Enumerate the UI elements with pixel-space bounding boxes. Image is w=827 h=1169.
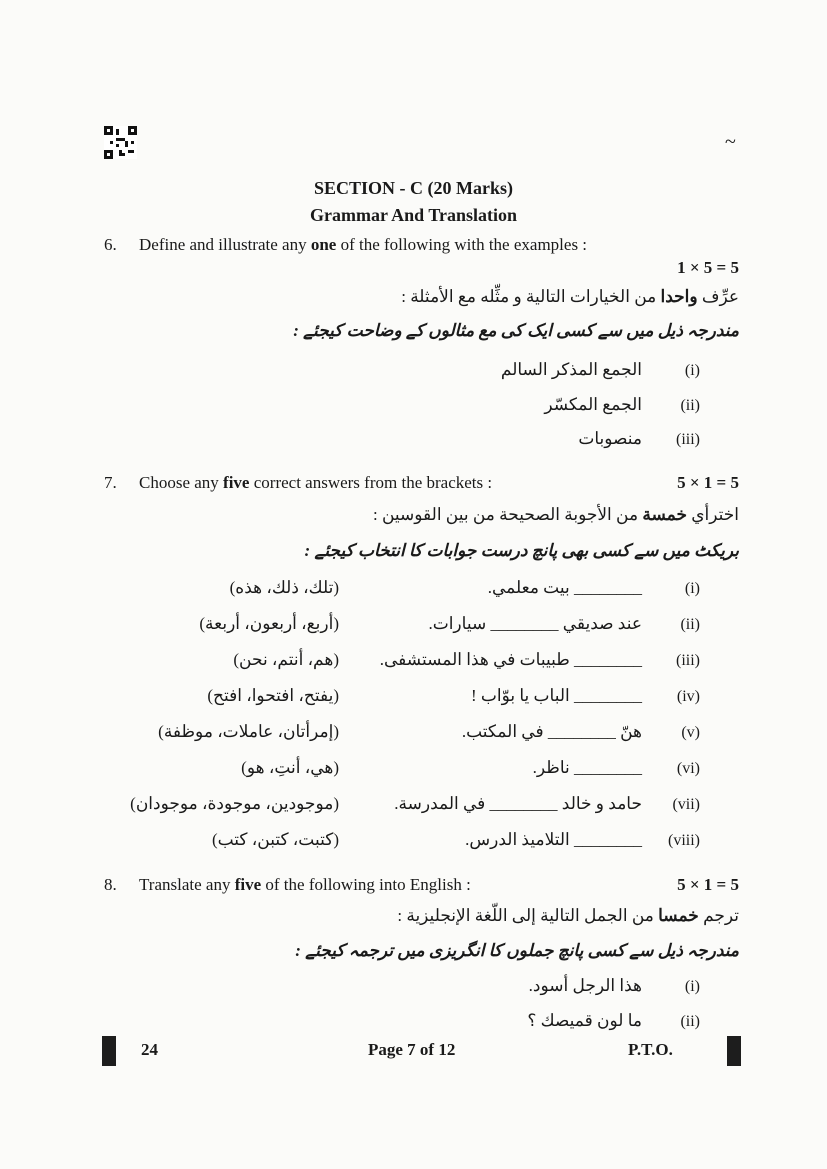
q7-marks: 5 × 1 = 5 [677,473,739,492]
q7-item-options: (هم، أنتم، نحن) [233,650,339,669]
q6-item-number: (iii) [676,431,700,448]
footer-page-number: Page 7 of 12 [368,1040,456,1059]
q8-text: Translate any five of the following into English : [139,875,471,894]
q6-arabic-instruction: عرِّف واحدا من الخيارات التالية و مثِّله مع الأمثلة : [401,287,739,306]
q7-item-text: عند صديقي ________ سيارات. [428,614,642,633]
q6-text: Define and illustrate any one of the following with the examples : [139,235,588,254]
q7-urdu-instruction: بریکٹ میں سے کسی بھی پانچ درست جوابات کا انتخاب کیجئے : [304,541,739,560]
q7-item-number: (v) [681,724,700,741]
footer-pto: P.T.O. [628,1040,673,1059]
q6-item-number: (ii) [680,397,700,414]
q8-item-text: ما لون قميصك ؟ [527,1011,642,1030]
q7-item-text: ________ الباب يا بوّاب ! [470,686,642,705]
q8-urdu-instruction: مندرجہ ذیل سے کسی پانچ جملوں کا انگریزی میں ترجمہ کیجئے : [295,941,739,960]
q7-item-number: (viii) [668,832,700,849]
q8-item-text: هذا الرجل أسود. [528,976,642,995]
footer-right-marker [727,1036,741,1066]
footer-left-marker [102,1036,116,1066]
q7-item-number: (i) [684,580,700,597]
q6-item-text: منصوبات [578,429,642,448]
q8-arabic-instruction: ترجم خمسا من الجمل التالية إلى اللّغة الإنجليزية : [397,906,739,925]
q8-item-number: (i) [684,978,700,995]
footer-code: 24 [141,1040,158,1059]
q6-number: 6. [104,235,117,254]
q6-item-number: (i) [684,362,700,379]
q7-item-number: (iii) [676,652,700,669]
q7-item-options: (إمرأتان، عاملات، موظفة) [158,722,339,741]
section-title: SECTION - C (20 Marks) [313,178,513,198]
q7-item-text: ________ التلاميذ الدرس. [465,830,642,849]
q7-item-text: ________ بيت معلمي. [487,578,642,597]
q7-item-options: (هي، أنتِ، هو) [241,758,339,777]
q6-item-text: الجمع المذكر السالم [500,360,642,379]
q7-item-text: حامد و خالد ________ في المدرسة. [394,794,642,813]
q7-number: 7. [104,473,117,492]
q7-item-options: (كتبت، كتبن، كتب) [211,830,339,849]
q6-marks: 1 × 5 = 5 [677,258,739,277]
q7-item-text: هنّ ________ في المكتب. [461,722,642,741]
q7-item-text: ________ ناظر. [532,758,642,777]
q6-urdu-instruction: مندرجہ ذیل میں سے کسی ایک کی مع مثالوں کے وضاحت کیجئے : [293,321,739,340]
qr-code-icon [104,126,137,159]
q8-item-number: (ii) [680,1013,700,1030]
q7-item-number: (vii) [672,796,700,813]
q7-item-options: (يفتح، افتحوا، افتح) [207,686,339,705]
q7-arabic-instruction: اخترأي خمسة من الأجوبة الصحيحة من بين القوسين : [372,505,739,524]
q7-item-text: ________ طبيبات في هذا المستشفى. [379,650,642,669]
q7-item-options: (موجودين، موجودة، موجودان) [130,794,339,813]
q8-marks: 5 × 1 = 5 [677,875,739,894]
q8-number: 8. [104,875,117,894]
q7-item-options: (تلك، ذلك، هذه) [229,578,339,597]
q7-text: Choose any five correct answers from the brackets : [139,473,493,492]
q6-item-text: الجمع المكسّر [544,395,642,414]
q7-item-number: (iv) [676,688,700,705]
q7-item-number: (vi) [676,760,700,777]
corner-mark: ~ [725,131,736,153]
q7-item-options: (أربع، أربعون، أربعة) [199,614,339,633]
q7-item-number: (ii) [680,616,700,633]
section-subtitle: Grammar And Translation [309,205,518,225]
